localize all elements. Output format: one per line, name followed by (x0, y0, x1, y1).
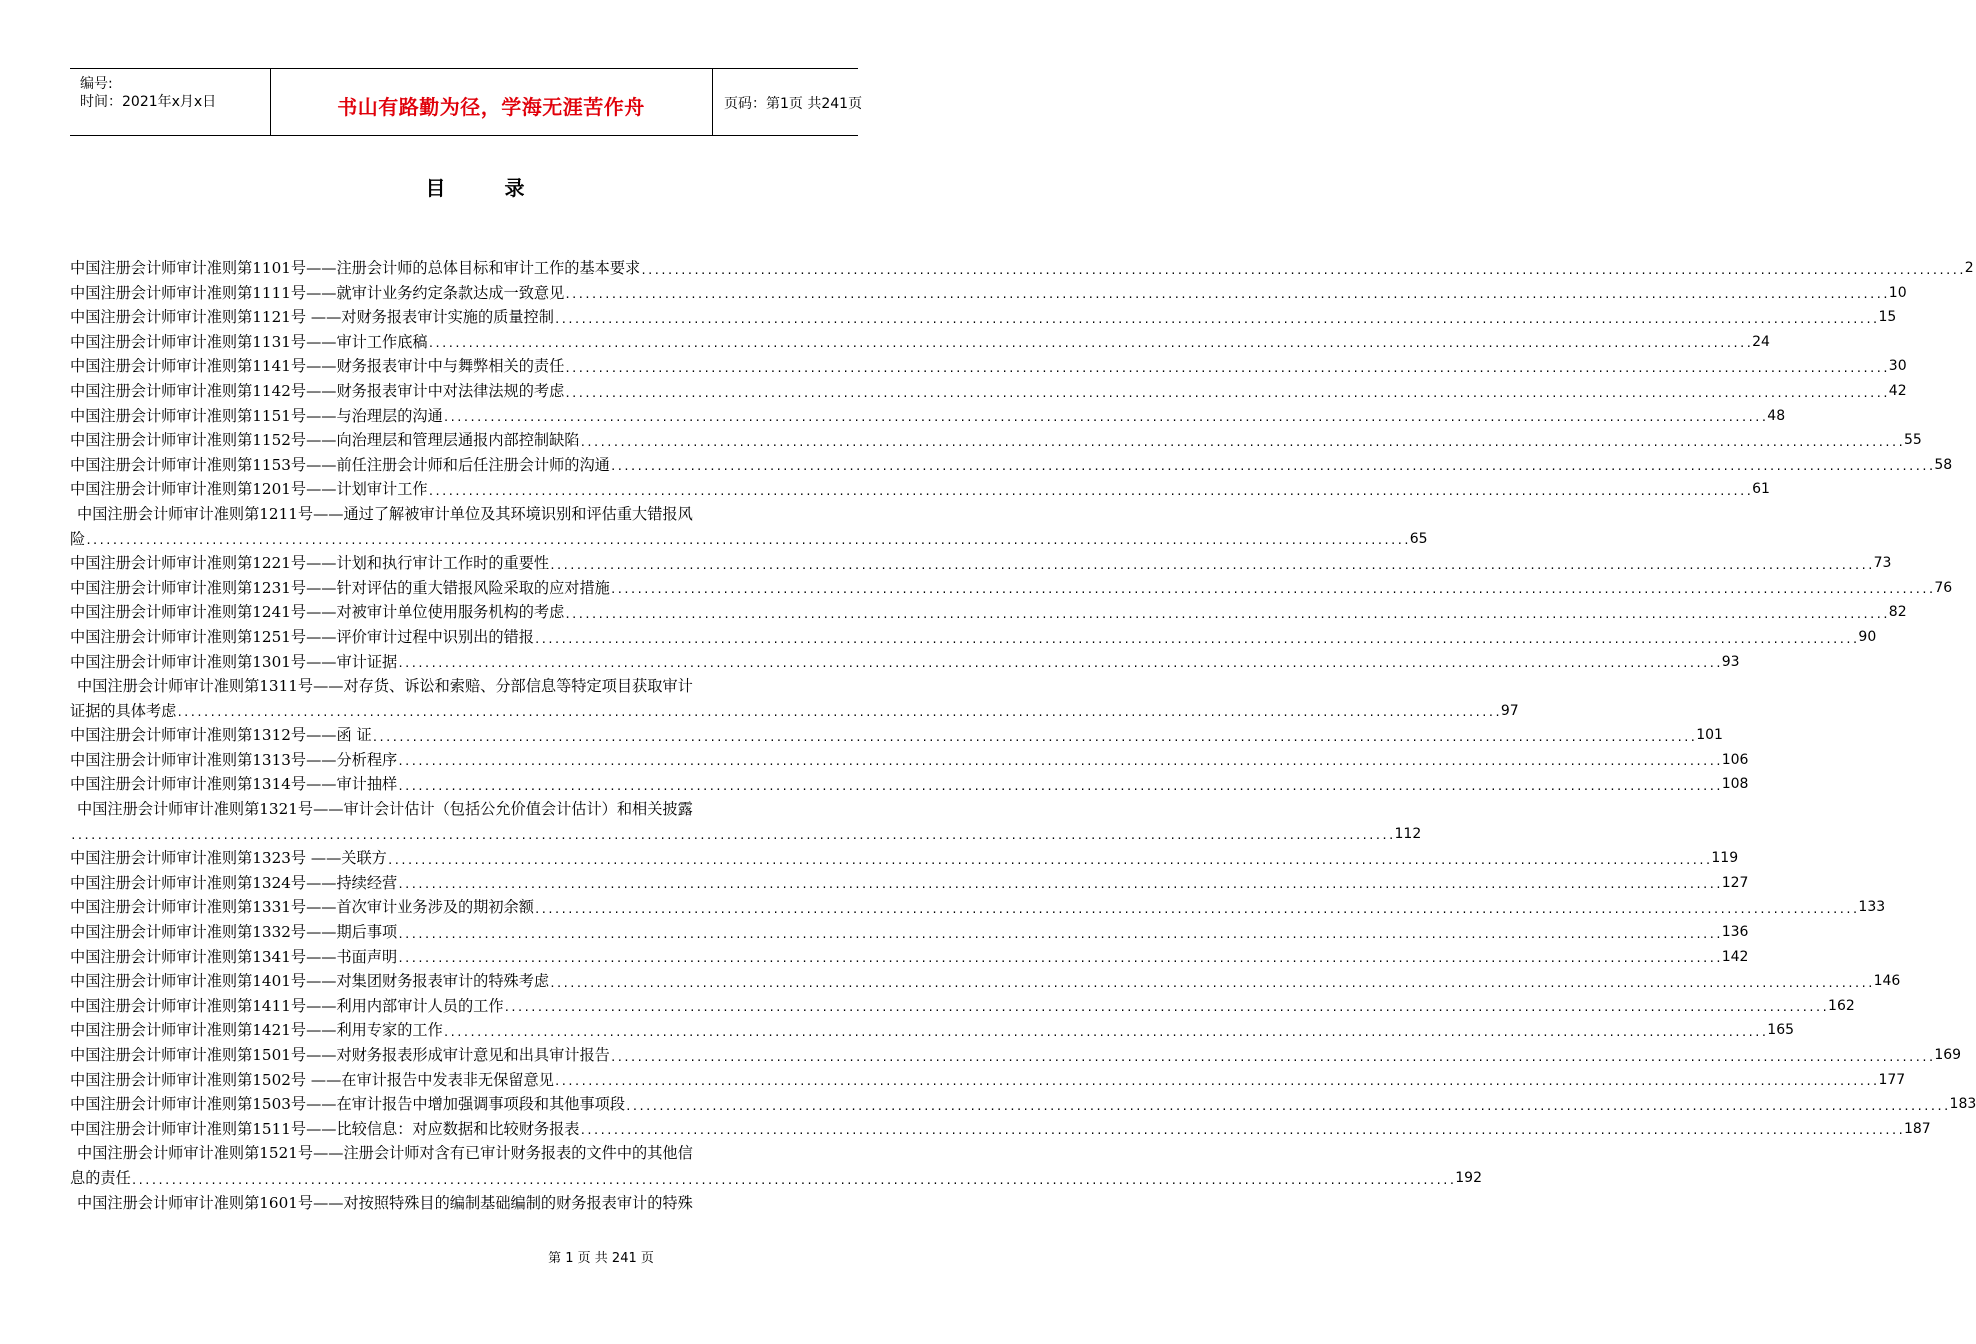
toc-title: 目 录 (425, 176, 525, 200)
toc-dot-leader: ........................................................................................................................................................................................................ (549, 976, 1874, 990)
toc-entry[interactable] (70, 1141, 861, 1166)
toc-entry[interactable] (70, 404, 1786, 429)
toc-entry[interactable] (70, 895, 1886, 920)
toc-entry-title: 中国注册会计师审计准则第1511号——比较信息：对应数据和比较财务报表 (70, 1119, 580, 1138)
toc-entry-page: 10 (1888, 284, 1907, 301)
toc-entry[interactable] (70, 600, 1907, 625)
toc-entry-title: 中国注册会计师审计准则第1411号——利用内部审计人员的工作 (70, 996, 504, 1015)
header-meta-cell (70, 69, 271, 135)
toc-entry-title: 中国注册会计师审计准则第1323号 ——关联方 (70, 849, 387, 868)
toc-entry-page: 106 (1721, 751, 1749, 768)
toc-dot-leader: ........................................................................................................................................................................................................ (176, 706, 1501, 720)
toc-entry[interactable] (70, 453, 1953, 478)
toc-entry[interactable] (70, 1018, 1795, 1043)
toc-entry-title: 息的责任 (70, 1168, 131, 1187)
toc-dot-leader: ........................................................................................................................................................................................................ (397, 755, 1722, 769)
toc-entry[interactable] (70, 1117, 1931, 1142)
toc-entry[interactable] (70, 699, 1519, 724)
toc-entry-title: 中国注册会计师审计准则第1311号——对存货、诉讼和索赔、分部信息等特定项目获取审计 (77, 677, 693, 696)
toc-entry-page: 108 (1721, 776, 1749, 793)
toc-dot-leader: ........................................................................................................................................................................................................ (70, 829, 1395, 843)
toc-entry[interactable] (70, 674, 861, 699)
toc-entry-page: 112 (1394, 825, 1422, 842)
toc-dot-leader: ........................................................................................................................................................................................................ (564, 288, 1889, 302)
toc-entry-page: 187 (1903, 1120, 1931, 1137)
toc-entry[interactable] (70, 1191, 861, 1216)
toc-entry-title: 中国注册会计师审计准则第1321号——审计会计估计（包括公允价值会计估计）和相关披露 (77, 800, 693, 819)
header-page-cell (712, 69, 863, 135)
toc-dot-leader: ........................................................................................................................................................................................................ (640, 263, 1965, 277)
toc-dot-leader: ........................................................................................................................................................................................................ (549, 558, 1874, 572)
toc-entry-title: 中国注册会计师审计准则第1241号——对被审计单位使用服务机构的考虑 (70, 603, 565, 622)
toc-entry-title: 证据的具体考虑 (70, 701, 177, 720)
toc-entry[interactable] (70, 551, 1892, 576)
toc-entry[interactable] (70, 772, 1749, 797)
toc-entry-page: 48 (1767, 407, 1786, 424)
toc-entry-title: 中国注册会计师审计准则第1332号——期后事项 (70, 923, 398, 942)
toc-dot-leader: ........................................................................................................................................................................................................ (553, 312, 1879, 326)
toc-entry-page: 30 (1888, 358, 1907, 375)
toc-entry[interactable] (70, 650, 1740, 675)
toc-entry-title: 中国注册会计师审计准则第1221号——计划和执行审计工作时的重要性 (70, 554, 550, 573)
toc-entry[interactable] (70, 1092, 1976, 1117)
toc-entry[interactable] (70, 920, 1749, 945)
toc-entry-page: 58 (1934, 456, 1953, 473)
toc-dot-leader: ........................................................................................................................................................................................................ (553, 1075, 1879, 1089)
toc-dot-leader: ........................................................................................................................................................................................................ (564, 361, 1889, 375)
toc-entry[interactable] (70, 822, 1422, 847)
toc-entry-page: 76 (1934, 579, 1953, 596)
toc-entry-title: 中国注册会计师审计准则第1251号——评价审计过程中识别出的错报 (70, 627, 534, 646)
toc-entry[interactable] (70, 576, 1953, 601)
toc-entry-title: 中国注册会计师审计准则第1313号——分析程序 (70, 750, 398, 769)
toc-entry-page: 24 (1752, 333, 1770, 350)
toc-dot-leader: ........................................................................................................................................................................................................ (503, 1001, 1829, 1015)
toc-entry-title: 中国注册会计师审计准则第1142号——财务报表审计中对法律法规的考虑 (70, 381, 565, 400)
toc-entry-page: 97 (1500, 702, 1519, 719)
toc-entry-page: 183 (1949, 1096, 1976, 1113)
toc-entry-page: 177 (1878, 1071, 1906, 1088)
toc-entry-title: 中国注册会计师审计准则第1502号 ——在审计报告中发表非无保留意见 (70, 1070, 554, 1089)
toc-dot-leader: ........................................................................................................................................................................................................ (564, 386, 1889, 400)
toc-dot-leader: ........................................................................................................................................................................................................ (442, 1026, 1768, 1039)
toc-entry[interactable] (70, 502, 861, 527)
toc-dot-leader: ........................................................................................................................................................................................................ (609, 460, 1935, 474)
toc-entry-title: 中国注册会计师审计准则第1501号——对财务报表形成审计意见和出具审计报告 (70, 1046, 610, 1064)
toc-entry-title: 中国注册会计师审计准则第1521号——注册会计师对含有已审计财务报表的文件中的其他信 (77, 1144, 693, 1163)
toc-entry-page: 73 (1873, 555, 1892, 572)
toc-entry[interactable] (70, 379, 1907, 404)
toc-entry-title: 中国注册会计师审计准则第1121号 ——对财务报表审计实施的质量控制 (70, 308, 554, 327)
toc-entry[interactable] (70, 748, 1749, 773)
toc-entry-title: 险 (70, 529, 86, 548)
toc-dot-leader: ........................................................................................................................................................................................................ (533, 632, 1859, 646)
toc-entry[interactable] (70, 846, 1739, 871)
toc-entry[interactable] (70, 330, 1770, 355)
toc-entry-page: 133 (1858, 899, 1886, 916)
toc-entry-page: 93 (1721, 653, 1740, 670)
toc-entry-page: 127 (1721, 874, 1749, 891)
toc-entry[interactable] (70, 1166, 1482, 1191)
toc-entry-title: 中国注册会计师审计准则第1503号——在审计报告中增加强调事项段和其他事项段 (70, 1095, 626, 1114)
toc-dot-leader: ........................................................................................................................................................................................................ (397, 927, 1722, 941)
toc-entry-title: 中国注册会计师审计准则第1151号——与治理层的沟通 (70, 406, 443, 425)
toc-dot-leader: ........................................................................................................................................................................................................ (386, 853, 1712, 867)
toc-entry-page: 169 (1934, 1047, 1962, 1063)
toc-entry-page: 82 (1888, 604, 1907, 621)
toc-dot-leader: ........................................................................................................................................................................................................ (625, 1099, 1950, 1113)
toc-entry-page: 162 (1828, 997, 1855, 1014)
header-motto: 书山有路勤为径，学海无涯苦作舟 (337, 95, 645, 119)
footer-page-number: 第 1 页 共 241 页 (548, 1251, 654, 1266)
toc-entry-page: 61 (1752, 481, 1770, 498)
toc-entry-page: 165 (1767, 1022, 1795, 1039)
page-footer (0, 1247, 950, 1266)
toc-entry[interactable] (70, 994, 1855, 1019)
toc-entry-title: 中国注册会计师审计准则第1341号——书面声明 (70, 947, 398, 966)
toc-dot-leader: ........................................................................................................................................................................................................ (609, 583, 1935, 597)
toc-dot-leader: ........................................................................................................................................................................................................ (533, 903, 1859, 917)
toc-entry-page: 142 (1721, 948, 1749, 965)
toc-entry[interactable] (70, 527, 1428, 552)
toc-dot-leader: ........................................................................................................................................................................................................ (427, 484, 1753, 498)
toc-dot-leader: ........................................................................................................................................................................................................ (579, 435, 1904, 449)
toc-entry[interactable] (70, 969, 1901, 994)
document-code-label: 编号: (80, 76, 113, 92)
toc-dot-leader: ........................................................................................................................................................................................................ (397, 878, 1722, 892)
toc-dot-leader: ........................................................................................................................................................................................................ (397, 780, 1722, 794)
toc-dot-leader: ........................................................................................................................................................................................................ (609, 1050, 1935, 1064)
toc-dot-leader: ........................................................................................................................................................................................................ (130, 1173, 1456, 1187)
toc-entry[interactable] (70, 871, 1749, 896)
page-header (70, 68, 863, 136)
toc-dot-leader: ........................................................................................................................................................................................................ (85, 534, 1410, 548)
toc-entry[interactable] (70, 305, 1897, 330)
toc-dot-leader: ........................................................................................................................................................................................................ (579, 1124, 1904, 1138)
toc-entry-title: 中国注册会计师审计准则第1211号——通过了解被审计单位及其环境识别和评估重大错报风 (77, 504, 693, 523)
toc-entry-title: 中国注册会计师审计准则第1312号——函 证 (70, 726, 372, 745)
toc-entry[interactable] (70, 625, 1877, 650)
toc-entry-page: 42 (1888, 382, 1907, 399)
toc-entry-title: 中国注册会计师审计准则第1301号——审计证据 (70, 652, 398, 671)
toc-entry-page: 136 (1721, 924, 1749, 941)
toc-entry-title: 中国注册会计师审计准则第1421号——利用专家的工作 (70, 1021, 443, 1040)
document-time-label: 时间：2021年x月x日 (80, 94, 217, 110)
toc-entry-title: 中国注册会计师审计准则第1141号——财务报表审计中与舞弊相关的责任 (70, 357, 565, 376)
toc-dot-leader: ........................................................................................................................................................................................................ (371, 730, 1697, 744)
toc-entry-title: 中国注册会计师审计准则第1231号——针对评估的重大错报风险采取的应对措施 (70, 578, 610, 597)
toc-entry[interactable] (70, 428, 1922, 453)
toc-entry-title: 中国注册会计师审计准则第1324号——持续经营 (70, 873, 398, 892)
toc-entry[interactable] (70, 1068, 1906, 1093)
toc-entry-title: 中国注册会计师审计准则第1131号——审计工作底稿 (70, 332, 428, 351)
toc-entry-page: 146 (1873, 973, 1901, 990)
toc-dot-leader: ........................................................................................................................................................................................................ (397, 657, 1722, 671)
toc-entry[interactable] (70, 945, 1749, 970)
toc-entry-title: 中国注册会计师审计准则第1331号——首次审计业务涉及的期初余额 (70, 898, 534, 917)
toc-entry-page: 90 (1858, 628, 1877, 645)
toc-entry[interactable] (70, 477, 1770, 502)
toc-entry-title: 中国注册会计师审计准则第1314号——审计抽样 (70, 775, 398, 794)
toc-entry-page: 55 (1903, 432, 1922, 449)
toc-entry-title: 中国注册会计师审计准则第1601号——对按照特殊目的编制基础编制的财务报表审计的特殊 (77, 1193, 693, 1212)
toc-entry[interactable] (70, 256, 1974, 281)
toc-entry-page: 101 (1696, 727, 1723, 744)
toc-entry-page: 2 (1964, 260, 1974, 276)
toc-entry-page: 192 (1455, 1169, 1482, 1186)
toc-entry-title: 中国注册会计师审计准则第1201号——计划审计工作 (70, 480, 428, 499)
toc-entry[interactable] (70, 797, 861, 822)
toc-entry-title: 中国注册会计师审计准则第1101号——注册会计师的总体目标和审计工作的基本要求 (70, 259, 641, 277)
toc-entry[interactable] (70, 723, 1723, 748)
toc-dot-leader: ........................................................................................................................................................................................................ (397, 952, 1722, 966)
toc-entry-page: 15 (1878, 309, 1897, 326)
toc-entry-title: 中国注册会计师审计准则第1153号——前任注册会计师和后任注册会计师的沟通 (70, 455, 610, 474)
toc-entry-page: 65 (1409, 530, 1428, 547)
toc-dot-leader: ........................................................................................................................................................................................................ (427, 337, 1753, 351)
toc-entry[interactable] (70, 354, 1907, 379)
toc-entry[interactable] (70, 281, 1907, 306)
toc-entry[interactable] (70, 1043, 1962, 1068)
header-page-number: 页码：第1页 共241页 (724, 96, 863, 112)
toc-dot-leader: ........................................................................................................................................................................................................ (442, 411, 1768, 425)
toc-entry-title: 中国注册会计师审计准则第1401号——对集团财务报表审计的特殊考虑 (70, 972, 550, 991)
toc-entry-title: 中国注册会计师审计准则第1111号——就审计业务约定条款达成一致意见 (70, 283, 565, 302)
toc-entry-title: 中国注册会计师审计准则第1152号——向治理层和管理层通报内部控制缺陷 (70, 431, 580, 450)
toc-entry-page: 119 (1711, 850, 1739, 867)
toc-dot-leader: ........................................................................................................................................................................................................ (564, 607, 1889, 621)
table-of-contents (70, 256, 1976, 1215)
header-motto-cell (270, 69, 713, 135)
